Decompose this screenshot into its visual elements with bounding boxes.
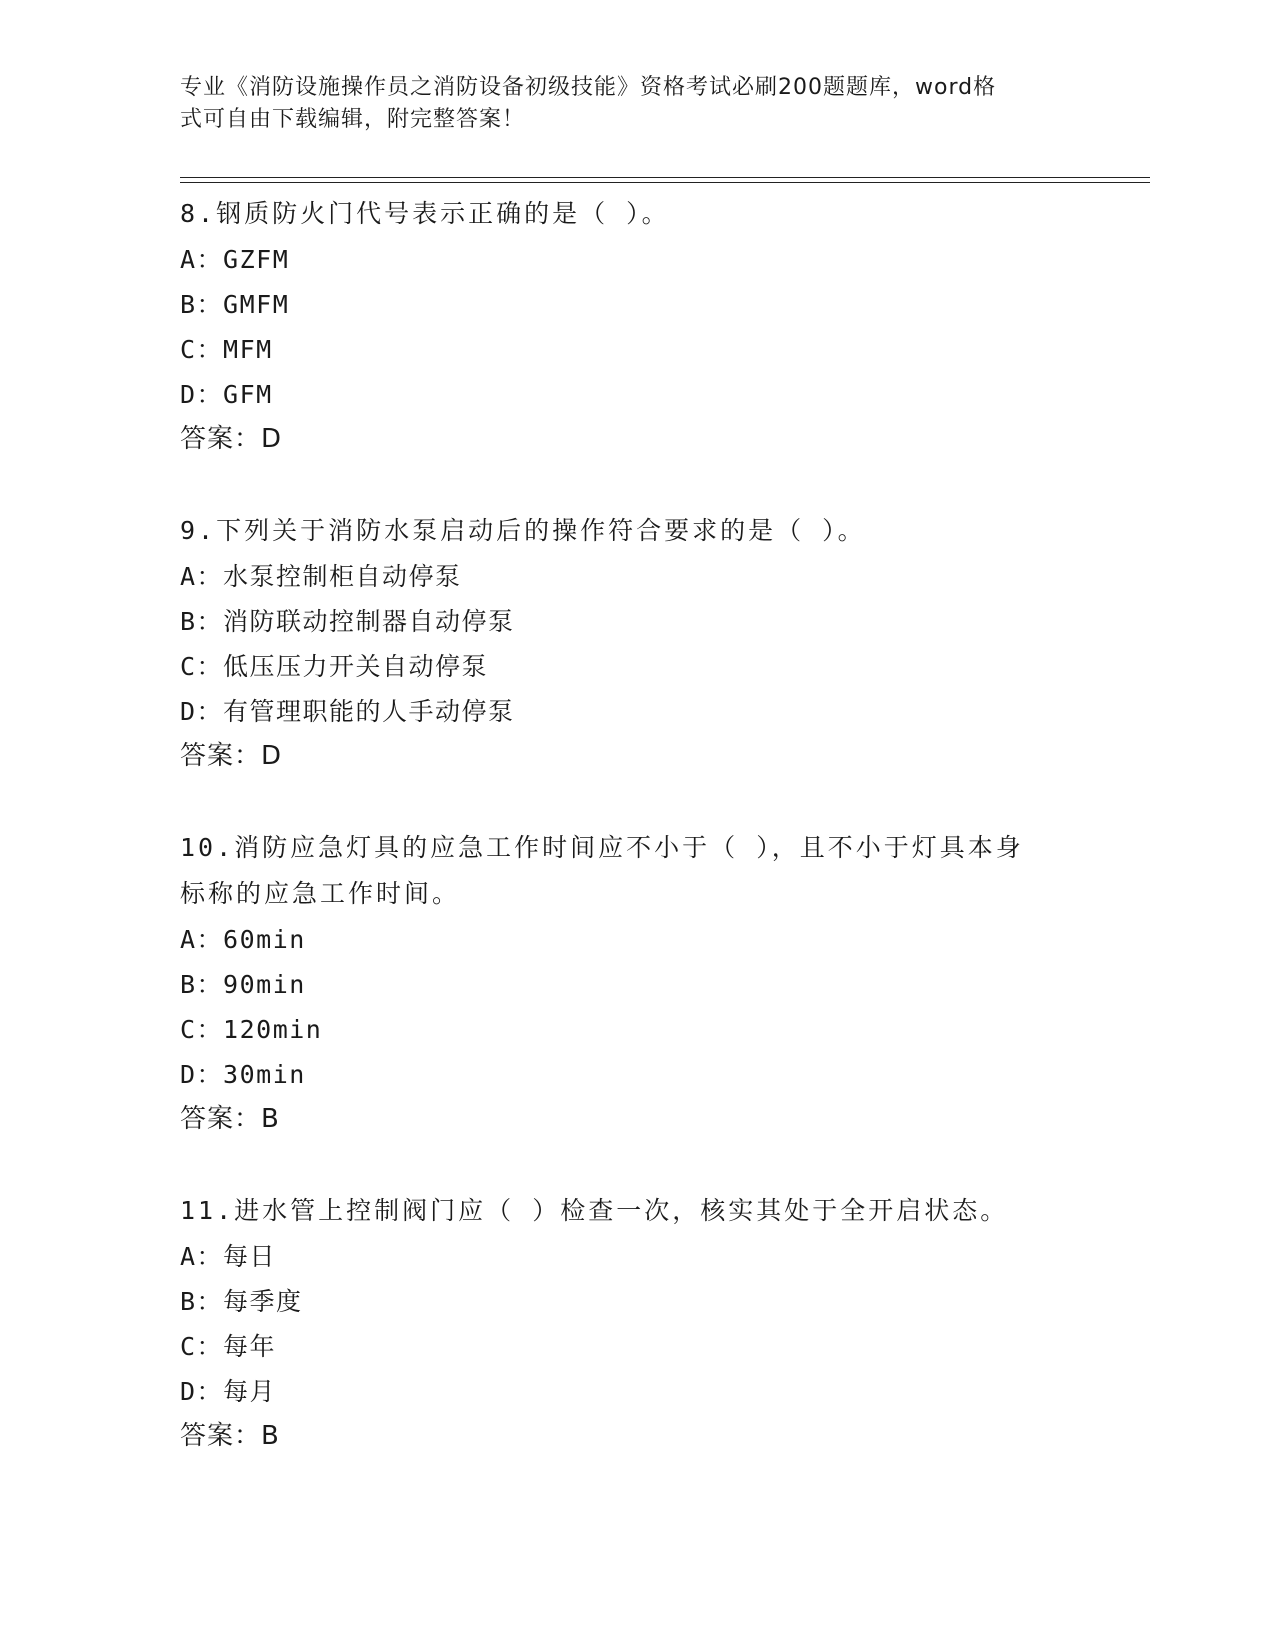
option-c: C：120min	[180, 1015, 323, 1044]
question-stem: 8.钢质防火门代号表示正确的是（ ）。	[180, 199, 670, 228]
question-8	[180, 191, 1080, 462]
question-11	[180, 1188, 1080, 1459]
option-d: D：有管理职能的人手动停泵	[180, 697, 515, 726]
question-stem: 9.下列关于消防水泵启动后的操作符合要求的是（ ）。	[180, 516, 866, 545]
question-stem: 10.消防应急灯具的应急工作时间应不小于（ ），且不小于灯具本身	[180, 833, 1024, 862]
question-stem: 11.进水管上控制阀门应（ ）检查一次，核实其处于全开启状态。	[180, 1196, 1009, 1225]
option-c: C：低压压力开关自动停泵	[180, 652, 489, 681]
option-d: D：30min	[180, 1060, 306, 1089]
question-list	[180, 191, 1080, 1505]
answer-line: 答案：D	[180, 424, 283, 454]
question-10	[180, 825, 1080, 1142]
header-divider-top	[180, 177, 1150, 178]
answer-line: 答案：B	[180, 1104, 280, 1134]
option-a: A：GZFM	[180, 245, 290, 274]
document-header	[180, 72, 1060, 136]
option-d: D：每月	[180, 1377, 277, 1406]
option-c: C：MFM	[180, 335, 273, 364]
option-a: A：60min	[180, 925, 306, 954]
option-c: C：每年	[180, 1332, 277, 1361]
option-d: D：GFM	[180, 380, 273, 409]
question-9	[180, 508, 1080, 779]
option-b: B：GMFM	[180, 290, 290, 319]
header-line-2: 式可自由下载编辑，附完整答案！	[180, 107, 526, 132]
option-a: A：每日	[180, 1242, 277, 1271]
option-b: B：消防联动控制器自动停泵	[180, 607, 515, 636]
option-b: B：每季度	[180, 1287, 303, 1316]
header-divider-bottom	[180, 182, 1150, 183]
answer-line: 答案：B	[180, 1421, 280, 1451]
header-line-1: 专业《消防设施操作员之消防设备初级技能》资格考试必刷200题题库，word格	[180, 75, 997, 100]
answer-line: 答案：D	[180, 741, 283, 771]
option-a: A：水泵控制柜自动停泵	[180, 562, 462, 591]
question-stem-continuation: 标称的应急工作时间。	[180, 879, 461, 908]
option-b: B：90min	[180, 970, 306, 999]
